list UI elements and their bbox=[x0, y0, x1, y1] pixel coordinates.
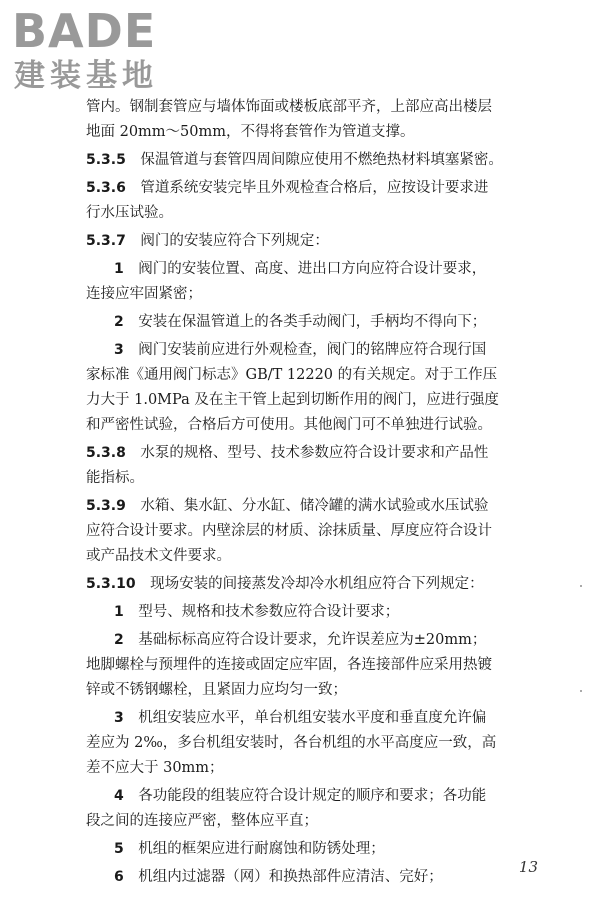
text-line bbox=[86, 811, 550, 832]
clause-number: 2 bbox=[114, 632, 124, 648]
clause-number: 3 bbox=[114, 342, 124, 358]
line-text: 力大于 1.0MPa 及在主干管上起到切断作用的阀门，应进行强度 bbox=[86, 392, 499, 408]
line-text: 或产品技术文件要求。 bbox=[86, 548, 231, 564]
text-line bbox=[86, 758, 550, 779]
clause-number: 5.3.5 bbox=[86, 152, 126, 168]
text-line bbox=[86, 390, 550, 411]
line-text: 家标准《通用阀门标志》GB/T 12220 的有关规定。对于工作压 bbox=[86, 367, 498, 383]
clause-number: 3 bbox=[114, 710, 124, 726]
text-line bbox=[86, 521, 550, 542]
line-text: 锌或不锈钢螺栓，且紧固力应均匀一致； bbox=[86, 682, 347, 698]
text-line bbox=[86, 415, 550, 436]
clause-number: 4 bbox=[114, 788, 124, 804]
line-text: 保温管道与套管四周间隙应使用不燃绝热材料填塞紧密。 bbox=[140, 152, 503, 168]
line-text: 型号、规格和技术参数应符合设计要求； bbox=[138, 604, 400, 620]
text-line bbox=[86, 340, 578, 361]
logo-wordmark: BADE bbox=[12, 4, 157, 58]
text-line bbox=[86, 203, 550, 224]
text-line bbox=[86, 365, 550, 386]
clause-number: 5.3.10 bbox=[86, 576, 136, 592]
text-line bbox=[86, 468, 550, 489]
text-line bbox=[86, 122, 550, 143]
clause-number: 5 bbox=[114, 841, 124, 857]
text-line bbox=[86, 708, 578, 729]
line-text: 段之间的连接应严密，整体应平直； bbox=[86, 813, 318, 829]
line-text: 安装在保温管道上的各类手动阀门，手柄均不得向下； bbox=[138, 314, 487, 330]
text-line bbox=[86, 786, 578, 807]
line-text: 水泵的规格、型号、技术参数应符合设计要求和产品性 bbox=[140, 445, 489, 461]
text-line bbox=[86, 680, 550, 701]
text-line bbox=[86, 602, 578, 623]
text-line bbox=[86, 496, 550, 517]
line-text: 水箱、集水缸、分水缸、储冷罐的满水试验或水压试验 bbox=[140, 498, 489, 514]
text-line bbox=[86, 97, 550, 118]
line-text: 阀门的安装位置、高度、进出口方向应符合设计要求， bbox=[138, 261, 487, 277]
text-line bbox=[86, 284, 550, 305]
page-number: 13 bbox=[518, 858, 538, 876]
text-line bbox=[86, 630, 578, 651]
text-line bbox=[86, 178, 550, 199]
line-text: 应符合设计要求。内壁涂层的材质、涂抹质量、厚度应符合设计 bbox=[86, 523, 492, 539]
line-text: 管内。钢制套管应与墙体饰面或楼板底部平齐，上部应高出楼层 bbox=[86, 99, 492, 115]
line-text: 连接应牢固紧密； bbox=[86, 286, 202, 302]
text-line bbox=[86, 655, 550, 676]
clause-number: 5.3.8 bbox=[86, 445, 126, 461]
text-line bbox=[86, 574, 550, 595]
clause-number: 5.3.6 bbox=[86, 180, 126, 196]
line-text: 地面 20mm～50mm，不得将套管作为管道支撑。 bbox=[86, 124, 415, 140]
line-text: 管道系统安装完毕且外观检查合格后，应按设计要求进 bbox=[140, 180, 489, 196]
clause-number: 2 bbox=[114, 314, 124, 330]
text-line bbox=[86, 443, 550, 464]
text-line bbox=[86, 546, 550, 567]
line-text: 差应为 2‰，多台机组安装时，各台机组的水平高度应一致，高 bbox=[86, 735, 497, 751]
text-line bbox=[86, 733, 550, 754]
scan-mark bbox=[580, 690, 582, 692]
line-text: 机组安装应水平，单台机组安装水平度和垂直度允许偏 bbox=[138, 710, 487, 726]
logo-subtitle: 建装基地 bbox=[14, 58, 158, 94]
line-text: 行水压试验。 bbox=[86, 205, 173, 221]
line-text: 机组的框架应进行耐腐蚀和防锈处理； bbox=[138, 841, 385, 857]
line-text: 基础标标高应符合设计要求，允许误差应为±20mm； bbox=[138, 632, 487, 648]
clause-number: 1 bbox=[114, 261, 124, 277]
clause-number: 5.3.9 bbox=[86, 498, 126, 514]
text-line bbox=[86, 259, 578, 280]
line-text: 阀门的安装应符合下列规定： bbox=[140, 233, 329, 249]
line-text: 和严密性试验，合格后方可使用。其他阀门可不单独进行试验。 bbox=[86, 417, 492, 433]
line-text: 机组内过滤器（网）和换热部件应清洁、完好； bbox=[138, 869, 443, 885]
line-text: 差不应大于 30mm； bbox=[86, 760, 224, 776]
scan-mark bbox=[580, 585, 582, 587]
line-text: 地脚螺栓与预埋件的连接或固定应牢固，各连接部件应采用热镀 bbox=[86, 657, 492, 673]
text-line bbox=[86, 150, 550, 171]
line-text: 现场安装的间接蒸发冷却冷水机组应符合下列规定： bbox=[150, 576, 484, 592]
line-text: 能指标。 bbox=[86, 470, 144, 486]
line-text: 阀门安装前应进行外观检查，阀门的铭牌应符合现行国 bbox=[138, 342, 487, 358]
text-line bbox=[86, 867, 578, 888]
text-line bbox=[86, 231, 550, 252]
clause-number: 5.3.7 bbox=[86, 233, 126, 249]
clause-number: 6 bbox=[114, 869, 124, 885]
clause-number: 1 bbox=[114, 604, 124, 620]
line-text: 各功能段的组装应符合设计规定的顺序和要求；各功能 bbox=[138, 788, 487, 804]
text-line bbox=[86, 312, 578, 333]
text-line bbox=[86, 839, 578, 860]
brand-logo bbox=[12, 6, 182, 98]
